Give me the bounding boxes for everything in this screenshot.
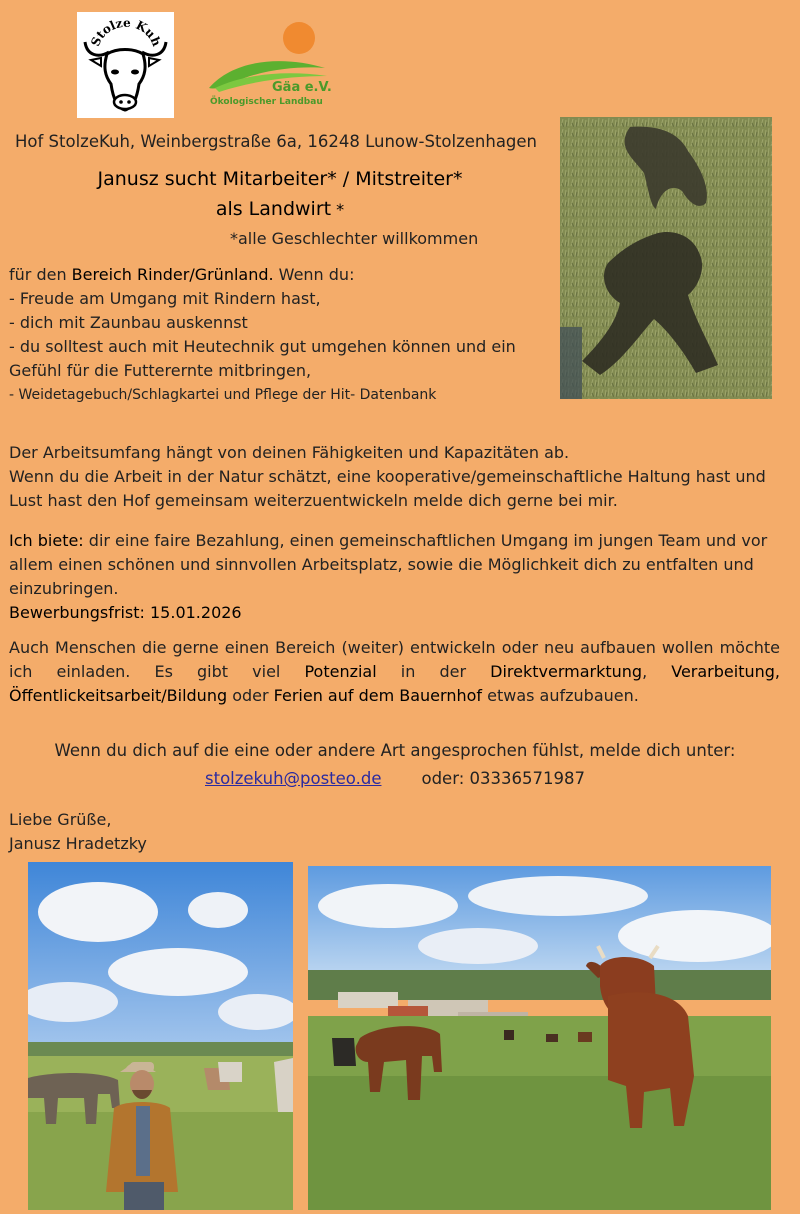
list-item: - du solltest auch mit Heutechnik gut umgehen können und ein Gefühl für die Futterernte mitbringen, — [9, 337, 516, 380]
gaea-logo-subtitle: Ökologischer Landbau — [210, 97, 323, 107]
contact-block — [0, 737, 790, 793]
invite-t5: etwas aufzubauen. — [482, 686, 639, 705]
stolze-kuh-logo-text: Stolze Kuh — [88, 15, 164, 49]
invite-t3: , — [642, 662, 672, 681]
job-title-line2-text: als Landwirt — [215, 198, 332, 220]
deadline: Bewerbungsfrist: 15.01.2026 — [9, 603, 242, 622]
invite-verarbeitung: Verarbeitung, Öffentlickeitsarbeit/Bildung — [9, 662, 780, 705]
invite-t1: Auch Menschen die gerne einen Bereich (weiter) entwickeln oder neu aufbauen wollen möchte ich einladen. Es gibt viel — [9, 638, 780, 681]
contact-line: Wenn du dich auf die eine oder andere Art angesprochen fühlst, melde dich unter: — [54, 741, 736, 760]
list-item: - Weidetagebuch/Schlagkartei und Pflege der Hit- Datenbank — [9, 387, 437, 403]
job-title-star: * — [331, 200, 345, 219]
scope-line2: Wenn du die Arbeit in der Natur schätzt, eine kooperative/gemeinschaftliche Haltung hast und Lust hast den Hof gemeinsam weiterzuentwickeln melde dich gerne bei mir. — [9, 467, 766, 510]
signature-name: Janusz Hradetzky — [9, 834, 147, 853]
invite-ferien: Ferien auf dem Bauernhof — [273, 686, 483, 705]
photo-farmer-with-cattle — [28, 862, 293, 1210]
photo-shadow-cow-grass — [560, 117, 772, 399]
invite-t4: oder — [227, 686, 274, 705]
offer-text — [9, 529, 779, 601]
invite-direktvermarktung: Direktvermarktung — [490, 662, 643, 681]
scope-paragraph — [9, 441, 784, 513]
intro-suffix: Wenn du: — [273, 265, 355, 284]
gaea-logo-name: Gäa e.V. — [272, 80, 332, 95]
invite-t2: in der — [376, 662, 491, 681]
requirements-list — [9, 263, 559, 407]
list-item: - dich mit Zaunbau auskennst — [9, 313, 248, 332]
greeting — [9, 808, 147, 856]
scope-line1: Der Arbeitsumfang hängt von deinen Fähigkeiten und Kapazitäten ab. — [9, 443, 570, 462]
job-title-line1: Janusz sucht Mitarbeiter* / Mitstreiter* — [97, 168, 463, 190]
contact-details — [0, 765, 790, 793]
offer-body: dir eine faire Bezahlung, einen gemeinschaftlichen Umgang im jungen Team und vor allem einen schönen und sinnvollen Arbeitsplatz, sowie die Möglichkeit dich zu entfalten und einzubringen. — [9, 531, 768, 598]
photo-cattle-pasture — [308, 866, 771, 1210]
offer-label: Ich biete: — [9, 531, 84, 550]
stolze-kuh-logo — [77, 12, 174, 118]
greeting-line1: Liebe Grüße, — [9, 810, 112, 829]
email-link[interactable]: stolzekuh@posteo.de — [205, 769, 382, 788]
farm-address: Hof StolzeKuh, Weinbergstraße 6a, 16248 Lunow-Stolzenhagen — [15, 132, 538, 151]
invite-paragraph — [9, 636, 780, 708]
invite-potenzial: Potenzial — [304, 662, 377, 681]
job-title-line2 — [0, 198, 560, 220]
intro-bold: Bereich Rinder/Grünland. — [71, 265, 274, 284]
gender-note: *alle Geschlechter willkommen — [230, 229, 479, 248]
phone-number: oder: 03336571987 — [421, 769, 585, 788]
svg-text:Stolze Kuh — [88, 16, 164, 49]
offer-paragraph — [9, 529, 779, 625]
intro-prefix: für den — [9, 265, 72, 284]
intro-line — [9, 263, 559, 287]
invite-text — [9, 636, 780, 708]
list-item: - Freude am Umgang mit Rindern hast, — [9, 289, 321, 308]
